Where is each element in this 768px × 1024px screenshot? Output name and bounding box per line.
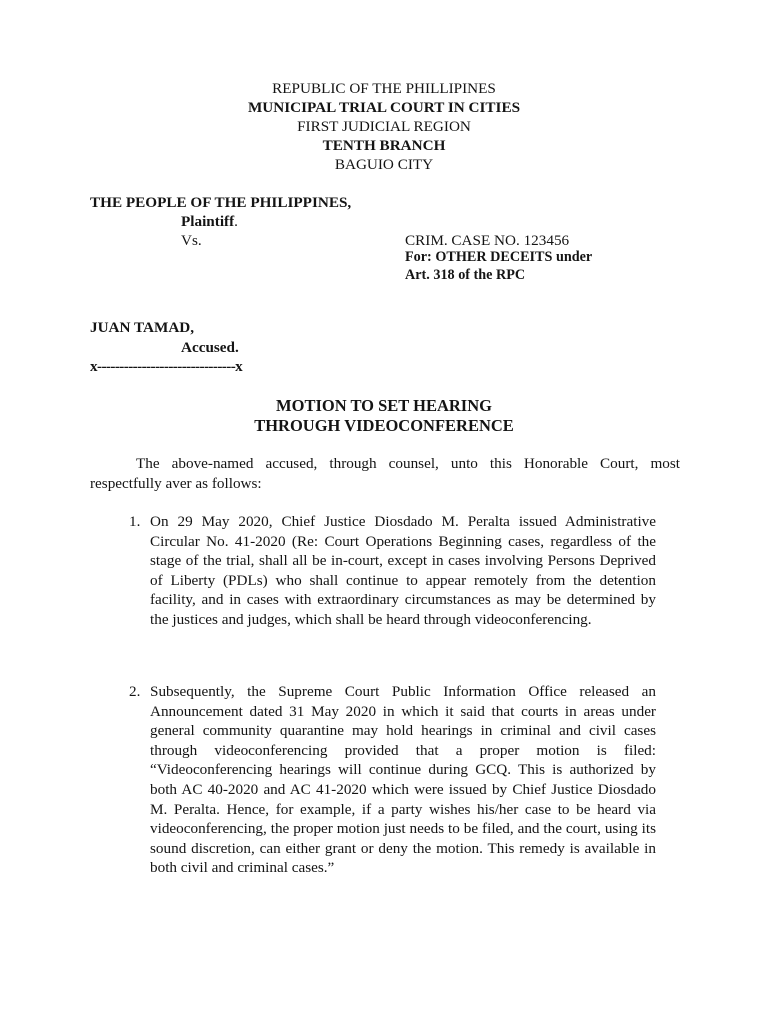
header-city: BAGUIO CITY <box>334 156 434 173</box>
item-text: Subsequently, the Supreme Court Public Information Office released an Announcement dated 31 May 2020 in which it said that courts in areas under general community quarantine may hold hearings in criminal and civil cases through videoconferencing provided that a proper motion is filed: “Videoconferencing hearings will continue during GCQ. This is authorized by both AC 40-2020 and AC 41-2020 which were issued by Chief Justice Diosdado M. Peralta. Hence, for example, if a party wishes his/her case to be heard via videoconferencing, the proper motion just needs to be filed, and the court, using its sound discretion, can either grant or deny the motion. This remedy is available in both civil and criminal cases.” <box>150 683 656 877</box>
plaintiff-label-line <box>181 212 238 231</box>
case-number: CRIM. CASE NO. 123456 <box>405 232 570 249</box>
versus-label: Vs. <box>181 232 202 249</box>
charge-line-1: For: OTHER DECEITS under <box>405 249 593 265</box>
header-branch: TENTH BRANCH <box>322 137 446 154</box>
list-item <box>129 682 656 878</box>
accused-name: JUAN TAMAD, <box>90 319 195 336</box>
list-item <box>129 512 656 630</box>
numbered-list <box>129 682 656 878</box>
header-court: MUNICIPAL TRIAL COURT IN CITIES <box>247 99 521 116</box>
header-region: FIRST JUDICIAL REGION <box>297 118 471 135</box>
item-number: 2. <box>129 683 141 700</box>
plaintiff-label-period: . <box>234 213 238 230</box>
caption-separator: x-------------------------------x <box>90 358 243 375</box>
motion-title-line-1: MOTION TO SET HEARING <box>276 396 492 415</box>
item-number: 1. <box>129 513 141 530</box>
accused-label: Accused. <box>181 339 239 356</box>
intro-paragraph: The above-named accused, through counsel, unto this Honorable Court, most respectfully aver as follows: <box>90 455 680 492</box>
numbered-list <box>129 512 656 630</box>
header-republic: REPUBLIC OF THE PHILLIPINES <box>272 80 496 97</box>
charge-line-2: Art. 318 of the RPC <box>405 267 526 283</box>
plaintiff-label: Plaintiff <box>181 213 235 230</box>
plaintiff-name: THE PEOPLE OF THE PHILIPPINES, <box>90 194 352 211</box>
motion-title-line-2: THROUGH VIDEOCONFERENCE <box>254 416 514 435</box>
item-text: On 29 May 2020, Chief Justice Diosdado M. Peralta issued Administrative Circular No. 41-2020 (Re: Court Operations Beginning cases, regardless of the stage of the trial, shall all be in-court, except in cases involving Persons Deprived of Liberty (PDLs) who shall continue to appear remotely from the detention facility, and in cases with extraordinary circumstances as may be determined by the justices and judges, which shall be heard through videoconferencing. <box>150 513 656 628</box>
